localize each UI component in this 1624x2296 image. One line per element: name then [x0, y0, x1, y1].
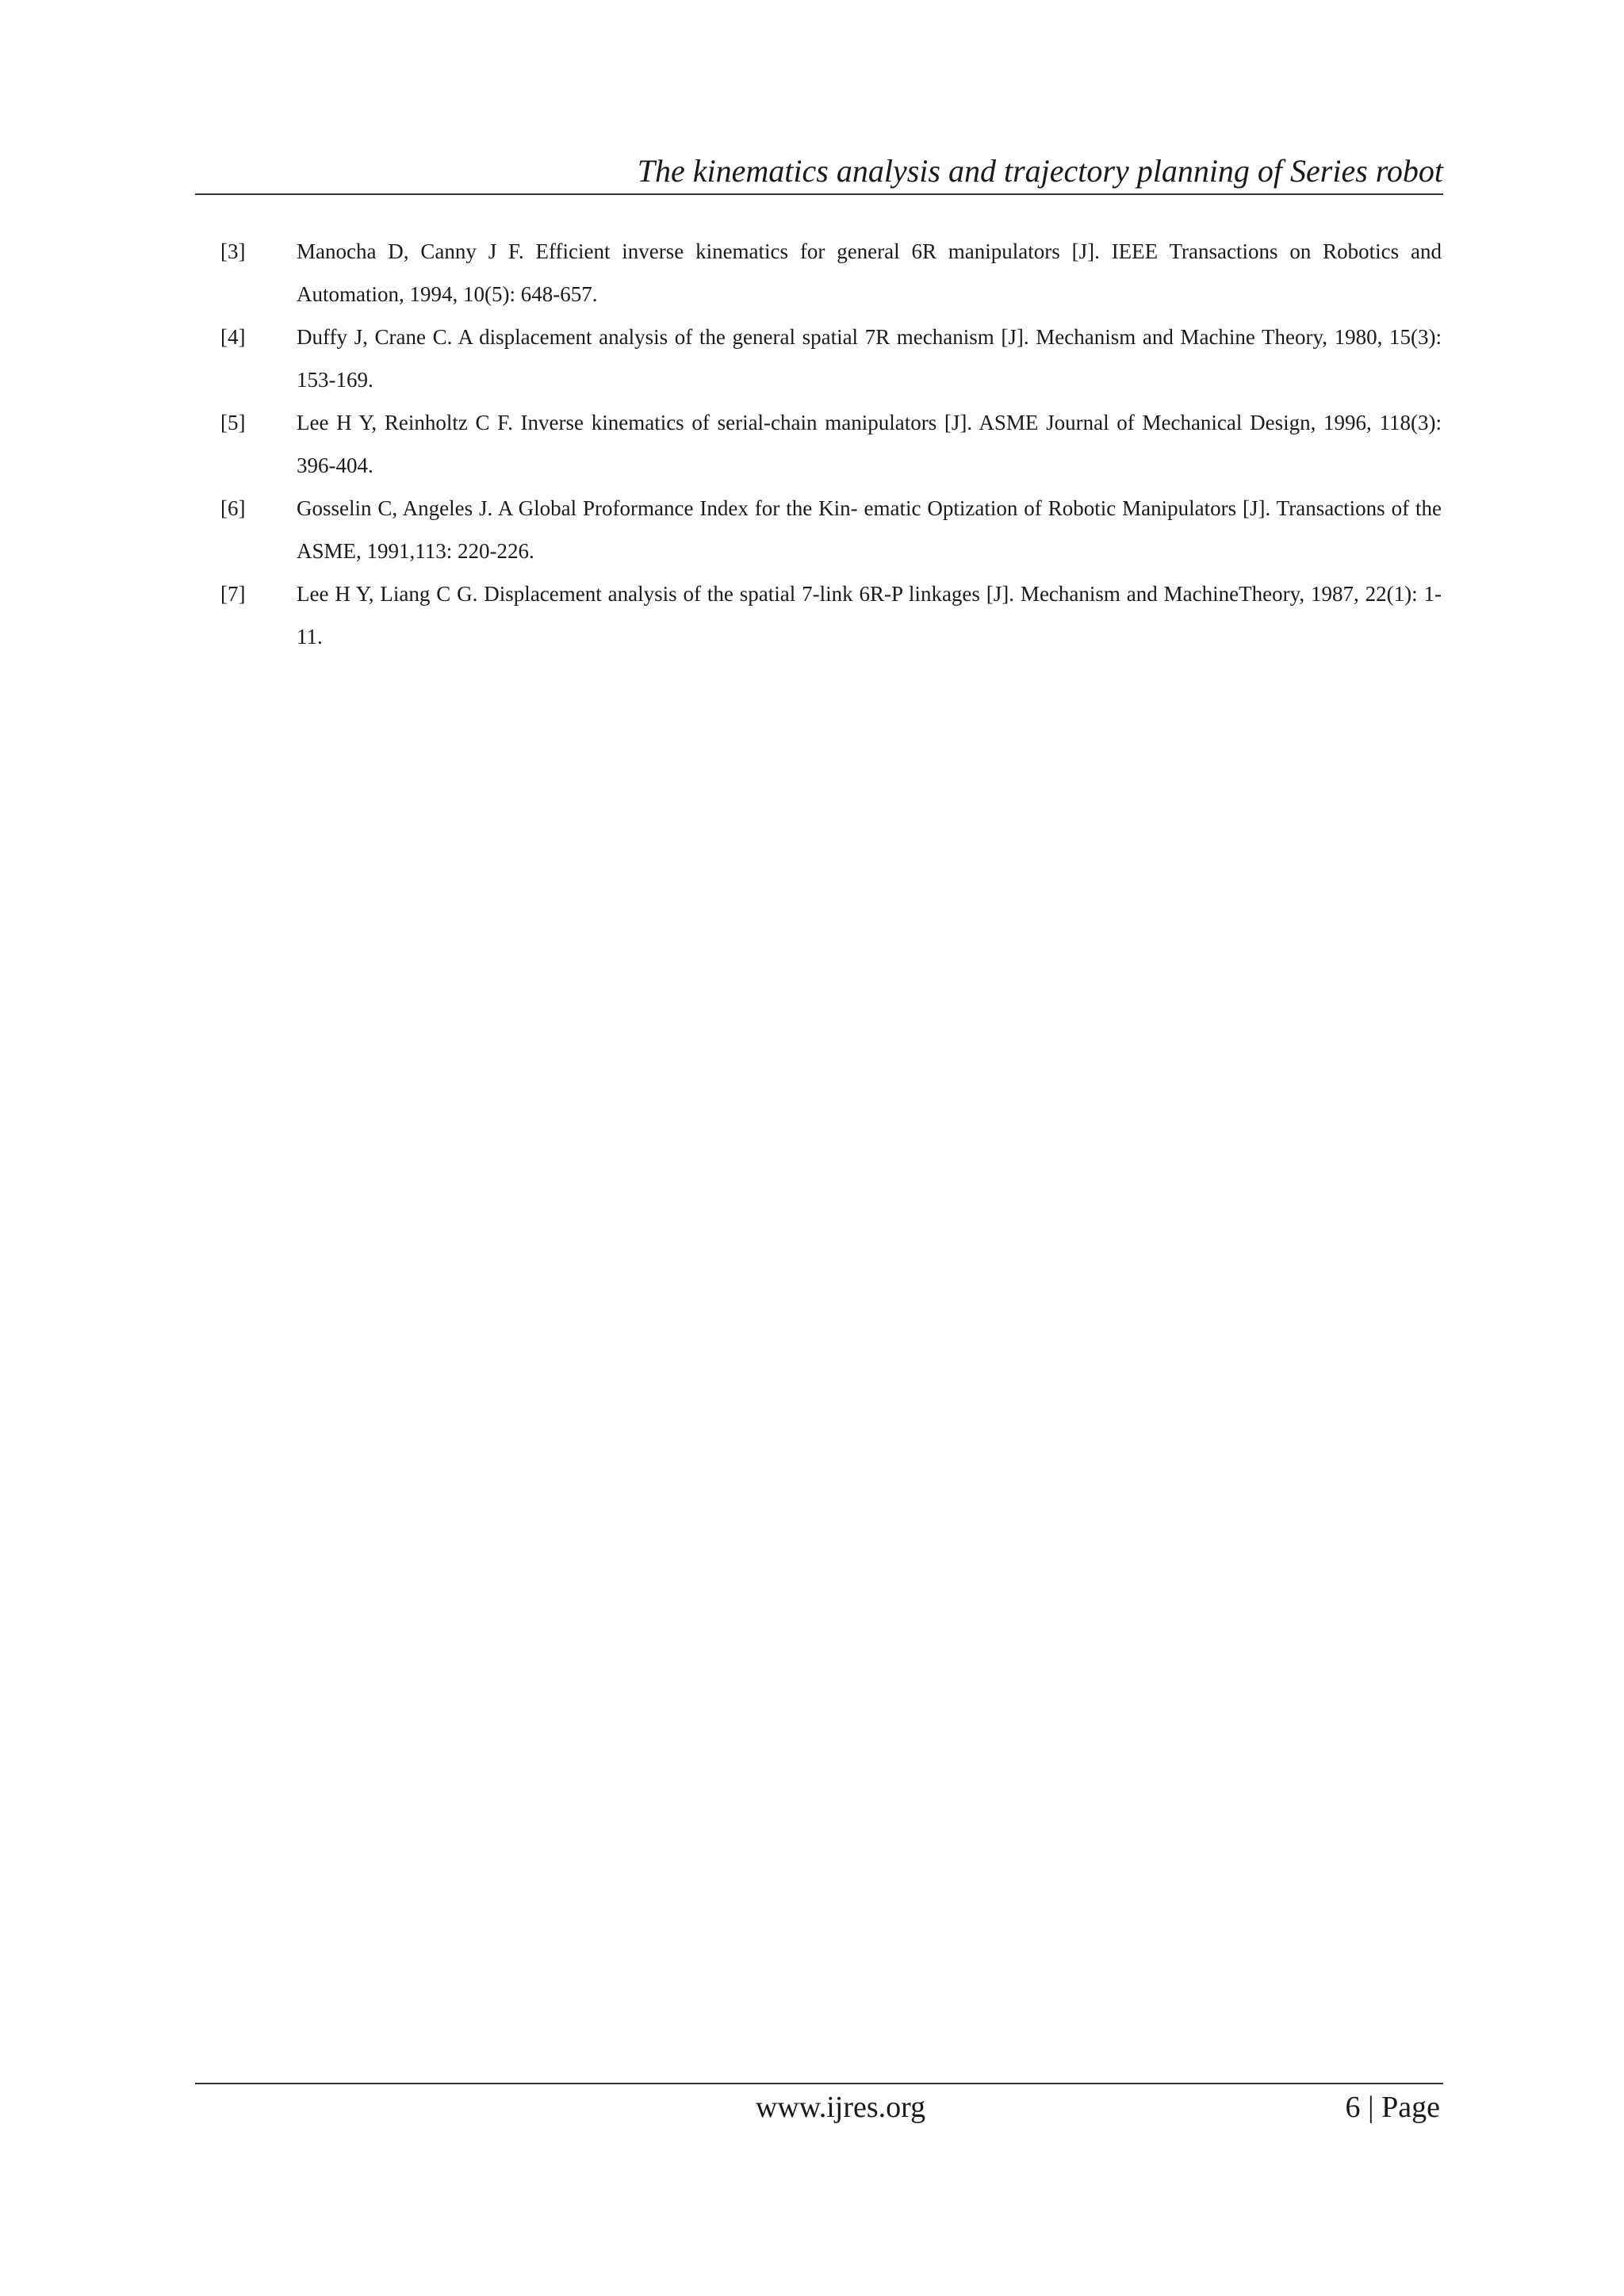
- header-divider: [195, 193, 1443, 195]
- reference-item: [220, 572, 1442, 658]
- reference-text: Lee H Y, Reinholtz C F. Inverse kinematics of serial-chain manipulators [J]. ASME Journal of Mechanical Design, 1996, 118(3): 396-404.: [297, 411, 1442, 477]
- reference-text: Lee H Y, Liang C G. Displacement analysis of the spatial 7-link 6R-P linkages [J]. Mechanism and MachineTheory, 1987, 22(1): 1-11.: [297, 582, 1442, 649]
- reference-item: [220, 230, 1442, 316]
- reference-number: [4]: [220, 325, 246, 349]
- reference-item: [220, 316, 1442, 401]
- reference-item: [220, 487, 1442, 572]
- reference-item: [220, 401, 1442, 487]
- reference-number: [3]: [220, 239, 246, 263]
- reference-list: [220, 230, 1442, 658]
- reference-number: [7]: [220, 582, 246, 606]
- reference-number: [6]: [220, 496, 246, 520]
- reference-text: Duffy J, Crane C. A displacement analysis of the general spatial 7R mechanism [J]. Mechanism and Machine Theory, 1980, 15(3): 153-169.: [297, 325, 1442, 392]
- footer-website: www.ijres.org: [755, 2091, 926, 2124]
- footer-divider: [195, 2083, 1443, 2084]
- reference-number: [5]: [220, 411, 246, 434]
- reference-text: Manocha D, Canny J F. Efficient inverse kinematics for general 6R manipulators [J]. IEEE Transactions on Robotics and Automation, 1994, 10(5): 648-657.: [297, 239, 1442, 306]
- running-header-title: The kinematics analysis and trajectory planning of Series robot: [637, 153, 1443, 189]
- footer-page-number: 6 | Page: [1345, 2091, 1440, 2124]
- reference-text: Gosselin C, Angeles J. A Global Proformance Index for the Kin- ematic Optization of Robotic Manipulators [J]. Transactions of the ASME, 1991,113: 220-226.: [297, 496, 1442, 563]
